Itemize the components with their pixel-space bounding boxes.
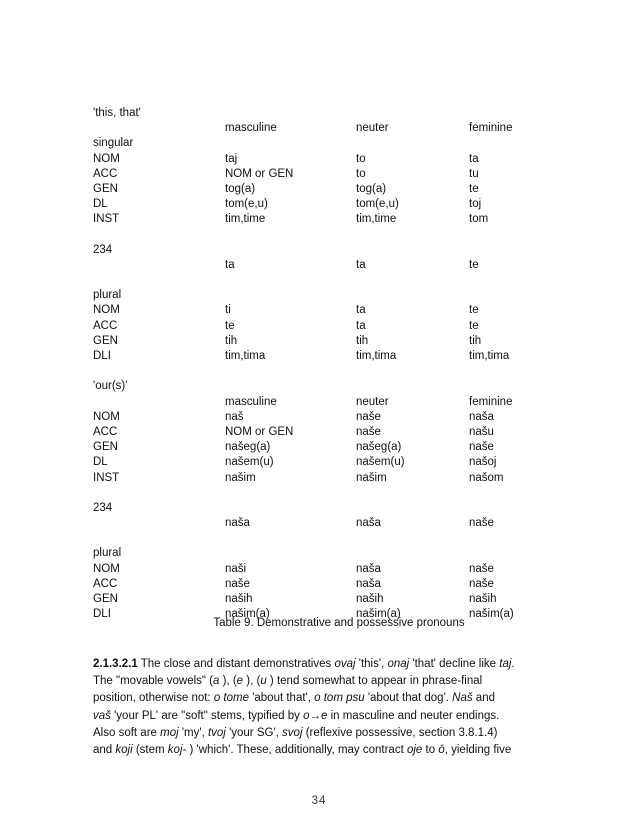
- table-cell-c0: ACC: [93, 577, 118, 590]
- table-cell-c3: ta: [469, 152, 479, 165]
- table-cell-c2: to: [356, 167, 366, 180]
- table-cell-c0: 'our(s)': [93, 380, 128, 393]
- section-paragraph: [93, 656, 568, 759]
- table-cell-c0: NOM: [93, 304, 120, 317]
- table-cell-c3: našom: [469, 471, 504, 484]
- paragraph-line: [93, 656, 568, 673]
- table-cell-c1: našem(u): [225, 456, 274, 469]
- table-row: [93, 516, 563, 531]
- table-cell-c0: NOM: [93, 562, 120, 575]
- table-cell-c0: DL: [93, 198, 108, 211]
- table-cell-c3: te: [469, 258, 479, 271]
- table-cell-c2: naša: [356, 577, 381, 590]
- paragraph-text: 'about that',: [249, 692, 315, 705]
- italic-term: oje: [406, 744, 423, 757]
- table-cell-c3: naše: [469, 577, 494, 590]
- table-cell-c3: feminine: [469, 122, 513, 135]
- table-cell-c3: te: [469, 319, 479, 332]
- italic-term: o tome: [213, 692, 249, 705]
- paragraph-text: 'about that dog'.: [364, 692, 453, 705]
- table-cell-c3: naše: [469, 517, 494, 530]
- italic-term: koj-: [167, 744, 187, 757]
- italic-term: svoj: [282, 726, 303, 739]
- table-cell-c1: ta: [225, 258, 235, 271]
- table-row: [93, 182, 563, 197]
- table-row: [93, 273, 563, 288]
- paragraph-text: and: [93, 744, 116, 757]
- table-row: [93, 228, 563, 243]
- paragraph-text: 'this',: [355, 658, 388, 670]
- table-cell-c2: naša: [356, 562, 381, 575]
- table-cell-c1: naše: [225, 577, 250, 590]
- table-cell-c3: tom: [469, 213, 489, 226]
- table-cell-c2: naših: [356, 593, 384, 605]
- paragraph-text: The "movable vowels" (: [93, 675, 214, 688]
- table-cell-c0: 234: [93, 243, 113, 256]
- table-cell-c3: naša: [469, 410, 494, 423]
- paragraph-text: (reflexive possessive, section 3.8.1.4): [302, 726, 498, 739]
- table-row: [93, 288, 563, 303]
- table-cell-c1: te: [225, 319, 235, 332]
- table-row: [93, 212, 563, 227]
- table-cell-c3: tim,tima: [469, 350, 510, 362]
- table-cell-c2: naša: [356, 517, 381, 530]
- table-cell-c1: masculine: [225, 122, 277, 135]
- table-row: [93, 577, 563, 592]
- italic-term: vaš: [93, 709, 111, 722]
- table-cell-c0: 234: [93, 501, 113, 514]
- paragraph-text: ), (: [219, 675, 237, 688]
- paragraph-line: [93, 725, 568, 742]
- table-cell-c1: našim(a): [225, 608, 270, 621]
- table-cell-c1: tim,tima: [225, 350, 266, 362]
- paragraph-text: to: [422, 744, 439, 757]
- table-cell-c3: naše: [469, 441, 494, 454]
- table-caption: [0, 616, 638, 631]
- italic-term: o→e: [303, 709, 328, 722]
- table-cell-c1: tih: [225, 334, 238, 347]
- table-row: [93, 121, 563, 136]
- table-cell-c0: DLI: [93, 608, 111, 621]
- table-row: [93, 152, 563, 167]
- paragraph-line: [93, 673, 568, 690]
- table-row: [93, 546, 563, 561]
- table-cell-c1: masculine: [225, 395, 277, 408]
- table-cell-c2: naše: [356, 425, 381, 438]
- table-cell-c3: toj: [469, 198, 482, 211]
- paragraph-text: 'that' decline like: [409, 658, 500, 670]
- table-row: [93, 349, 563, 364]
- table-row: [93, 303, 563, 318]
- paragraph-text: , yielding five: [444, 744, 512, 757]
- paragraph-text: ) 'which'. These, additionally, may contract: [186, 744, 407, 757]
- table-row: [93, 455, 563, 470]
- page-number: 34: [311, 795, 327, 807]
- paragraph-line: [93, 690, 568, 707]
- paragraph-text: 'your PL' are "soft" stems, typified by: [110, 709, 304, 722]
- table-cell-c1: tim,time: [225, 213, 266, 226]
- table-cell-c1: ti: [225, 304, 231, 317]
- paragraph-text: and: [472, 692, 495, 705]
- table-cell-c2: našeg(a): [356, 441, 402, 454]
- table-cell-c0: INST: [93, 471, 120, 484]
- table-cell-c0: GEN: [93, 182, 118, 195]
- table-cell-c3: feminine: [469, 395, 513, 408]
- table-row: [93, 410, 563, 425]
- paragraph-text: 'your SG',: [225, 726, 283, 739]
- section-number: 2.1.3.2.1: [93, 658, 138, 670]
- table-cell-c0: plural: [93, 289, 122, 302]
- table-row: [93, 592, 563, 607]
- table-cell-c1: našim: [225, 471, 256, 484]
- table-row: [93, 501, 563, 516]
- table-cell-c3: tu: [469, 167, 479, 180]
- paragraph-text: 'my',: [178, 726, 208, 739]
- table-cell-c0: ACC: [93, 167, 118, 180]
- table-row: [93, 197, 563, 212]
- paragraph-text: Also soft are: [93, 726, 161, 739]
- italic-term: koji: [115, 744, 133, 757]
- table-cell-c0: NOM: [93, 152, 120, 165]
- table-cell-c0: 'this, that': [93, 107, 141, 119]
- italic-term: ovaj: [334, 658, 356, 670]
- table-cell-c1: naša: [225, 517, 250, 530]
- table-cell-c2: našem(u): [356, 456, 405, 469]
- table-cell-c2: tom(e,u): [356, 198, 399, 211]
- table-cell-c1: taj: [225, 152, 238, 165]
- table-cell-c3: te: [469, 304, 479, 317]
- pronoun-table: [93, 106, 563, 622]
- table-cell-c2: neuter: [356, 395, 389, 408]
- table-cell-c0: plural: [93, 547, 122, 560]
- paragraph-text: The close and distant demonstratives: [137, 658, 335, 670]
- table-cell-c1: naš: [225, 410, 244, 423]
- table-row: [93, 440, 563, 455]
- table-cell-c2: tim,tima: [356, 350, 397, 362]
- table-cell-c2: ta: [356, 258, 366, 271]
- table-cell-c0: GEN: [93, 441, 118, 454]
- table-row: [93, 106, 563, 121]
- italic-term: a: [213, 675, 220, 688]
- table-row: [93, 364, 563, 379]
- table-cell-c2: neuter: [356, 122, 389, 135]
- italic-term: onaj: [387, 658, 410, 670]
- table-row: [93, 258, 563, 273]
- table-cell-c2: naše: [356, 410, 381, 423]
- table-cell-c3: te: [469, 182, 479, 195]
- table-cell-c3: naših: [469, 593, 497, 605]
- paragraph-text: (stem: [132, 744, 168, 757]
- italic-term: u: [260, 675, 267, 688]
- table-cell-c1: NOM or GEN: [225, 425, 294, 438]
- table-cell-c1: NOM or GEN: [225, 167, 294, 180]
- table-cell-c0: GEN: [93, 593, 118, 605]
- table-cell-c2: tog(a): [356, 182, 387, 195]
- table-cell-c0: DLI: [93, 350, 111, 362]
- caption-text: Table 9. Demonstrative and possessive pronouns: [213, 617, 465, 629]
- table-cell-c1: tog(a): [225, 182, 256, 195]
- table-row: [93, 167, 563, 182]
- table-cell-c3: naše: [469, 562, 494, 575]
- paragraph-line: [93, 708, 568, 725]
- table-cell-c0: GEN: [93, 334, 118, 347]
- table-cell-c2: našim: [356, 471, 387, 484]
- table-row: [93, 486, 563, 501]
- italic-term: moj: [160, 726, 179, 739]
- table-cell-c1: naši: [225, 562, 247, 575]
- paragraph-text: .: [511, 658, 515, 670]
- table-row: [93, 471, 563, 486]
- table-cell-c3: tih: [469, 334, 482, 347]
- italic-term: ō: [438, 744, 445, 757]
- table-cell-c3: našim(a): [469, 608, 514, 621]
- italic-term: o tom psu: [314, 692, 365, 705]
- table-cell-c0: ACC: [93, 319, 118, 332]
- italic-term: Naš: [452, 692, 473, 705]
- paragraph-text: ) tend somewhat to appear in phrase-final: [266, 675, 483, 688]
- table-row: [93, 243, 563, 258]
- paragraph-text: in masculine and neuter endings.: [327, 709, 500, 722]
- table-cell-c0: INST: [93, 213, 120, 226]
- italic-term: e: [236, 675, 244, 688]
- table-row: [93, 562, 563, 577]
- table-row: [93, 334, 563, 349]
- paragraph-text: position, otherwise not:: [93, 692, 214, 705]
- table-cell-c0: ACC: [93, 425, 118, 438]
- table-row: [93, 379, 563, 394]
- table-row: [93, 395, 563, 410]
- table-cell-c3: našu: [469, 425, 494, 438]
- table-cell-c2: ta: [356, 319, 366, 332]
- table-row: [93, 319, 563, 334]
- table-row: [93, 425, 563, 440]
- table-cell-c2: tih: [356, 334, 369, 347]
- table-cell-c1: našeg(a): [225, 441, 271, 454]
- table-cell-c2: našim(a): [356, 608, 401, 621]
- italic-term: taj: [499, 658, 512, 670]
- table-cell-c0: singular: [93, 137, 134, 150]
- table-cell-c1: naših: [225, 593, 253, 605]
- table-row: [93, 136, 563, 151]
- paragraph-line: [93, 742, 568, 759]
- table-cell-c3: našoj: [469, 456, 497, 469]
- table-cell-c0: DL: [93, 456, 108, 469]
- table-cell-c2: tim,time: [356, 213, 397, 226]
- table-cell-c1: tom(e,u): [225, 198, 268, 211]
- paragraph-text: ), (: [243, 675, 261, 688]
- italic-term: tvoj: [207, 726, 226, 739]
- table-cell-c2: to: [356, 152, 366, 165]
- table-row: [93, 531, 563, 546]
- table-cell-c2: ta: [356, 304, 366, 317]
- table-cell-c0: NOM: [93, 410, 120, 423]
